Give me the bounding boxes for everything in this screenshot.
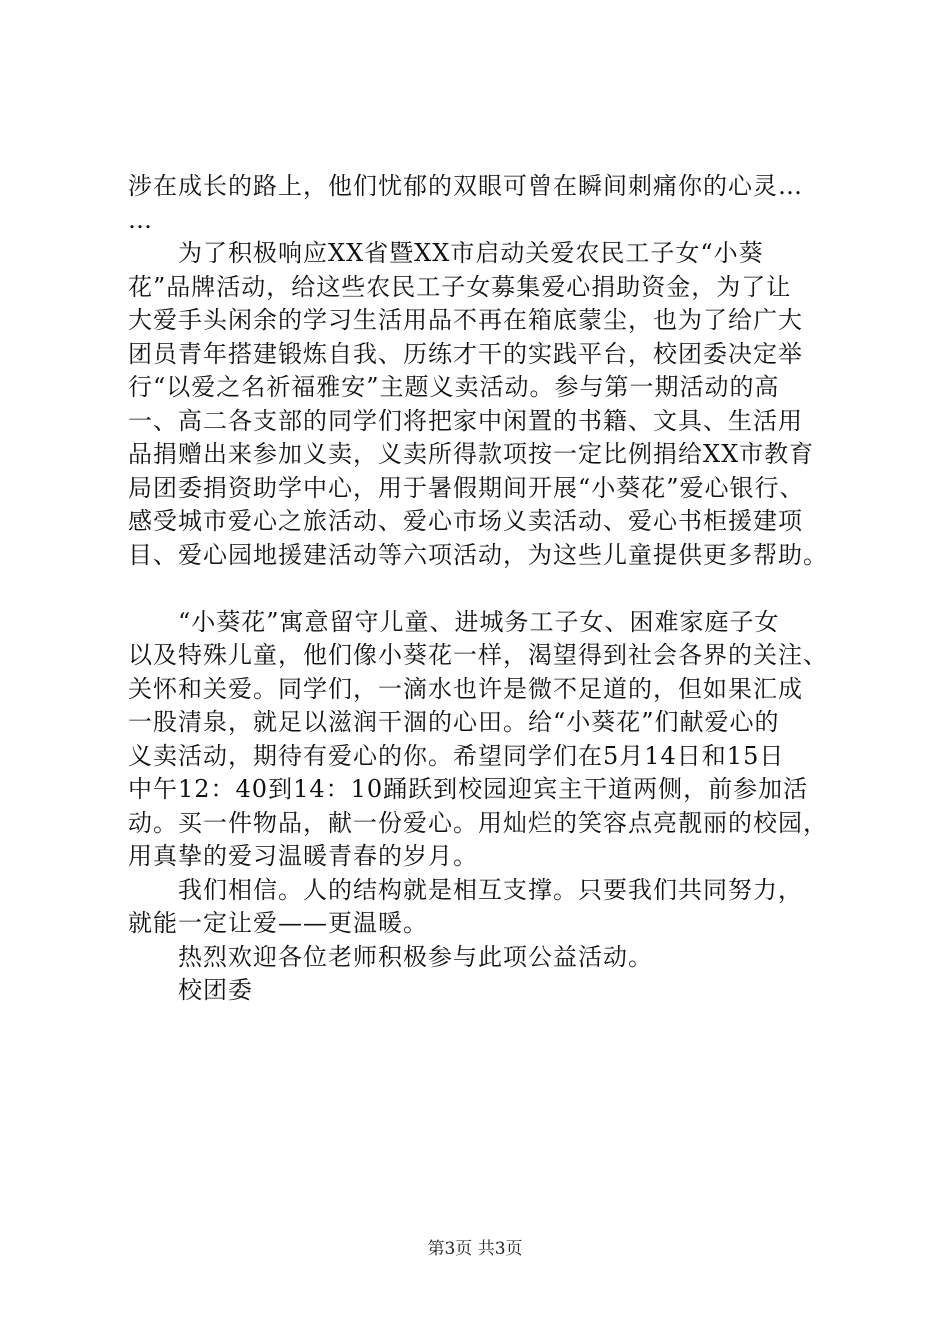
text-line: 花”品牌活动，给这些农民工子女募集爱心捐助资金，为了让 <box>128 272 792 301</box>
text-line: 用真挚的爱习温暖青春的岁月。 <box>128 842 478 870</box>
text-line: 品捐赠出来参加义卖，义卖所得款项按一定比例捐给XX市教育 <box>128 440 815 468</box>
text-line: 以及特殊儿童，他们像小葵花一样，渴望得到社会各界的关注、 <box>128 641 828 669</box>
text-line: 热烈欢迎各位老师积极参与此项公益活动。 <box>128 942 653 971</box>
text-line: 关怀和关爱。同学们，一滴水也许是微不足道的，但如果汇成 <box>128 674 803 703</box>
text-line: 一股清泉，就足以滋润干涸的心田。给“小葵花”们献爱心的 <box>128 708 780 736</box>
page-footer <box>0 1239 950 1259</box>
text-line: 涉在成长的路上，他们忧郁的双眼可曾在瞬间刺痛你的心灵… <box>128 172 803 200</box>
text-line: 感受城市爱心之旅活动、爱心市场义卖活动、爱心书柜援建项 <box>128 507 803 535</box>
text-line: 一、高二各支部的同学们将把家中闲置的书籍、文具、生活用 <box>128 406 803 435</box>
text-line: … <box>128 205 153 234</box>
signature-line: 校团委 <box>128 976 253 1004</box>
text-line: 大爱手头闲余的学习生活用品不再在箱底蒙尘，也为了给广大 <box>128 306 803 334</box>
text-line: 就能一定让爱——更温暖。 <box>128 909 428 937</box>
text-line: 团员青年搭建锻炼自我、历练才干的实践平台，校团委决定举 <box>128 339 803 368</box>
text-line: 为了积极响应XX省暨XX市启动关爱农民工子女“小葵 <box>128 239 764 267</box>
text-line: 义卖活动，期待有爱心的你。希望同学们在5月14日和15日 <box>128 741 785 770</box>
document-body <box>128 170 853 1008</box>
text-line: “小葵花”寓意留守儿童、进城务工子女、困难家庭子女 <box>128 607 780 636</box>
text-line: 行“以爱之名祈福雅安”主题义卖活动。参与第一期活动的高 <box>128 373 780 401</box>
paragraph-gap <box>128 572 853 606</box>
text-line: 动。买一件物品，献一份爱心。用灿烂的笑容点亮靓丽的校园， <box>128 808 828 837</box>
text-line: 目、爱心园地援建活动等六项活动，为这些儿童提供更多帮助。 <box>128 540 828 569</box>
text-line: 局团委捐资助学中心，用于暑假期间开展“小葵花”爱心银行、 <box>128 473 805 502</box>
text-line: 中午12：40到14：10踊跃到校园迎宾主干道两侧，前参加活 <box>128 775 809 803</box>
text-line: 我们相信。人的结构就是相互支撑。只要我们共同努力， <box>128 875 803 904</box>
page-number-label: 第3页 共3页 <box>427 1239 523 1259</box>
